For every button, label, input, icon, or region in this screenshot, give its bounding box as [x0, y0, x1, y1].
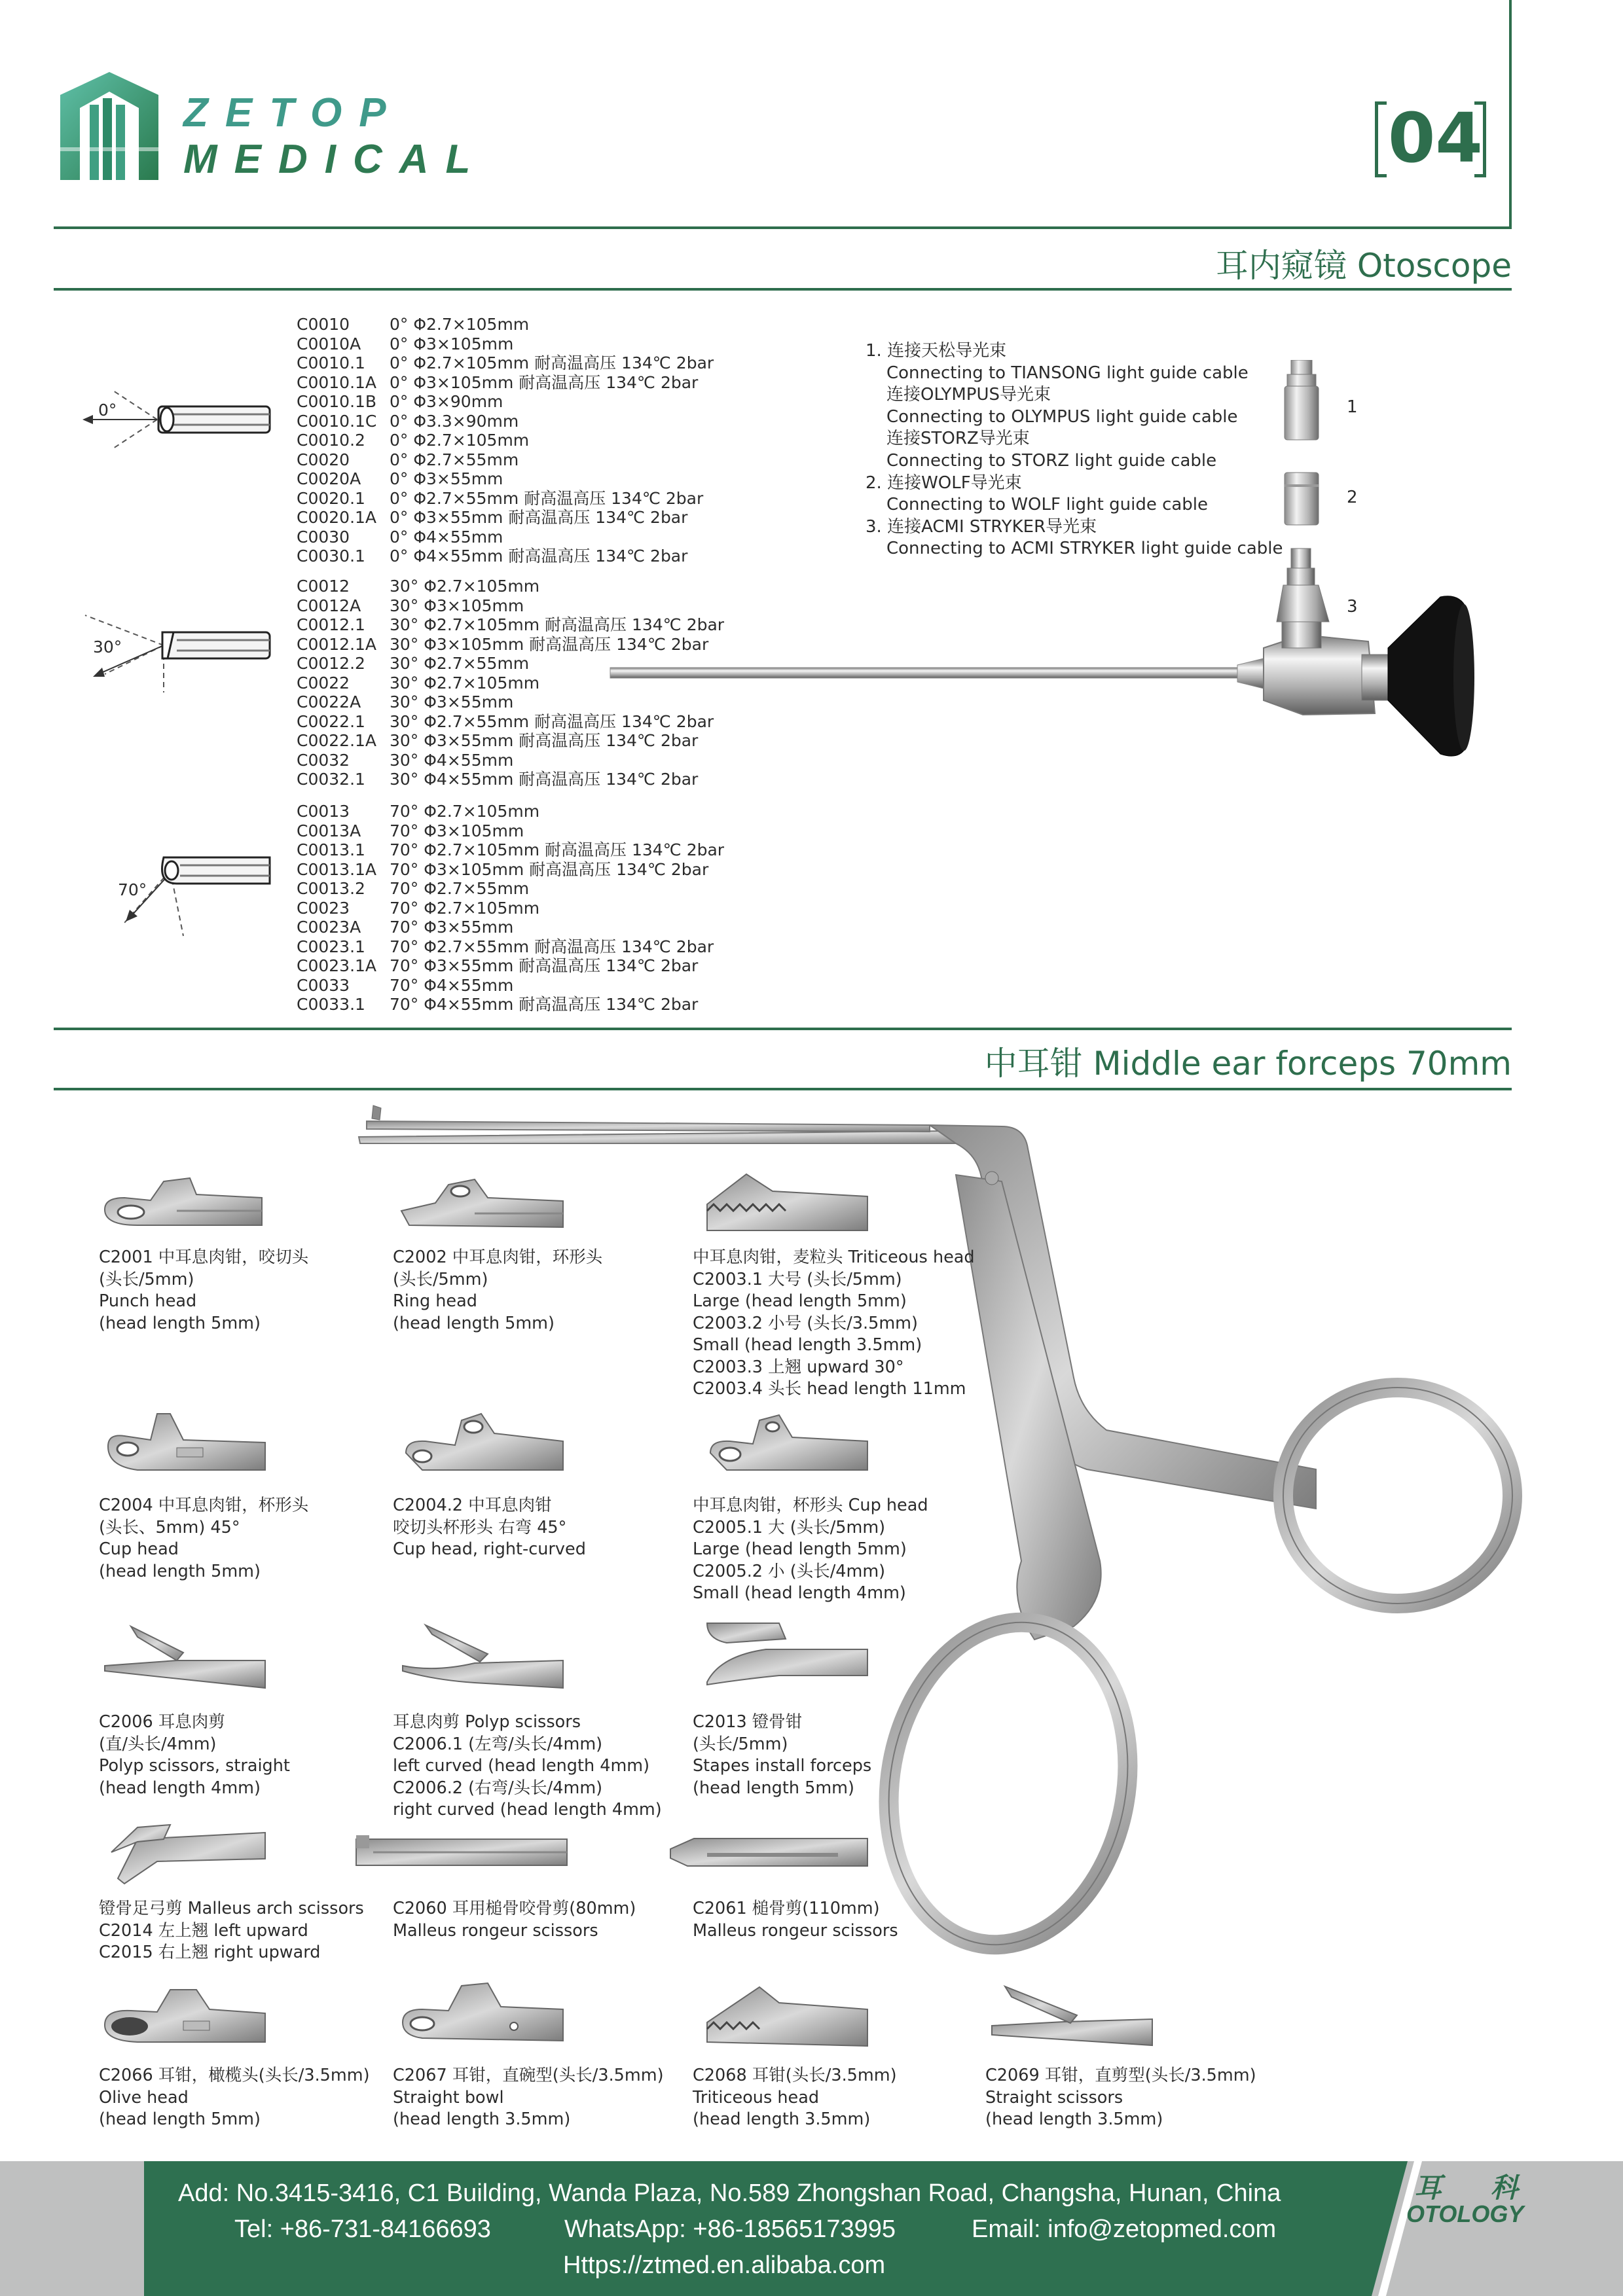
caption-line: Straight scissors [985, 2087, 1123, 2108]
connector-line: Connecting to TIANSONG light guide cable [886, 363, 1249, 383]
otoscope-list-0deg [297, 315, 714, 566]
product-code: C0030 [297, 527, 350, 547]
otoscope-spec-row [297, 489, 714, 509]
product-spec: 0° Φ4×55mm [390, 527, 503, 547]
product-code: C0023.1A [297, 956, 377, 975]
forceps-caption-c2001 [99, 1247, 308, 1335]
product-code: C0023A [297, 918, 361, 937]
connector-line: 2. 连接WOLF导光束 [866, 473, 1022, 493]
product-code: C0033.1 [297, 995, 365, 1014]
tip-polyp-scissors-curved-icon [396, 1620, 566, 1692]
tip-polyp-scissors-straight-icon [98, 1620, 268, 1692]
forceps-caption-c2005 [693, 1495, 928, 1605]
caption-line: Polyp scissors, straight [99, 1756, 290, 1776]
caption-line: C2003.1 大号 (头长/5mm) [693, 1269, 902, 1289]
footer-address: Add: No.3415-3416, C1 Building, Wanda Plaza, No.589 Zhongshan Road, Changsha, Hunan, China [178, 2179, 1281, 2207]
caption-line: (head length 5mm) [693, 1778, 854, 1798]
caption-line: (头长、5mm) 45° [99, 1517, 240, 1537]
otoscope-spec-row [297, 353, 714, 373]
tip-malleus-arch-scissors-icon [98, 1813, 268, 1885]
product-code: C0020.1A [297, 508, 377, 527]
forceps-caption-c2060 [393, 1898, 636, 1942]
caption-line: (head length 3.5mm) [985, 2109, 1163, 2129]
product-code: C0010 [297, 315, 350, 334]
caption-line: Malleus rongeur scissors [693, 1920, 898, 1941]
product-spec: 0° Φ3×105mm 耐高温高压 134℃ 2bar [390, 372, 699, 392]
adapter-number-1: 1 [1347, 397, 1358, 417]
product-spec: 30° Φ2.7×105mm [390, 577, 540, 596]
page-number-box [1375, 98, 1486, 180]
product-code: C0032 [297, 750, 350, 770]
product-spec: 30° Φ4×55mm [390, 750, 514, 770]
adapter-number-3: 3 [1347, 597, 1358, 617]
otoscope-spec-row [297, 976, 724, 996]
caption-line: C2061 槌骨剪(110mm) [693, 1899, 880, 1918]
caption-line: C2013 镫骨钳 [693, 1712, 803, 1732]
product-code: C0023.1 [297, 937, 365, 956]
caption-line: C2006.1 (左弯/头长/4mm) [393, 1734, 603, 1754]
caption-line: 耳息肉剪 Polyp scissors [393, 1712, 581, 1732]
caption-line: (head length 5mm) [393, 1313, 555, 1333]
otology-label-cn: 耳 科 [1414, 2172, 1538, 2204]
product-spec: 30° Φ2.7×105mm 耐高温高压 134℃ 2bar [390, 615, 725, 634]
caption-line: (head length 5mm) [99, 2109, 261, 2129]
product-spec: 30° Φ2.7×55mm 耐高温高压 134℃ 2bar [390, 711, 714, 731]
tip-cup-head-45-icon [98, 1407, 268, 1479]
product-spec: 0° Φ2.7×105mm [390, 431, 530, 450]
otoscope-spec-row [297, 899, 724, 918]
tip-cup-head-right-icon [396, 1407, 566, 1479]
tip-stapes-forceps-icon [701, 1617, 871, 1689]
caption-line: (头长/5mm) [393, 1269, 488, 1289]
tip-punch-head-icon [98, 1165, 268, 1237]
tip-ring-head-icon [396, 1165, 566, 1237]
caption-line: Olive head [99, 2087, 189, 2108]
caption-line: Triticeous head [693, 2087, 820, 2108]
caption-line: C2014 左上翘 left upward [99, 1920, 308, 1941]
forceps-caption-c2066 [99, 2065, 370, 2131]
tip-triticeous-head-icon [701, 1172, 871, 1237]
forceps-caption-c2002 [393, 1247, 602, 1335]
footer-website[interactable]: Https://ztmed.en.alibaba.com [563, 2251, 886, 2279]
product-code: C0013.1A [297, 859, 377, 879]
caption-line: 镫骨足弓剪 Malleus arch scissors [99, 1899, 364, 1918]
product-code: C0010.2 [297, 431, 365, 450]
tip-triticeous-small-icon [701, 1983, 871, 2049]
caption-line: Stapes install forceps [693, 1756, 872, 1776]
caption-line: C2002 中耳息肉钳，环形头 [393, 1247, 603, 1267]
otoscope-list-70deg [297, 802, 724, 1014]
product-code: C0023 [297, 898, 350, 918]
product-spec: 70° Φ4×55mm 耐高温高压 134℃ 2bar [390, 995, 699, 1014]
forceps-caption-c2003 [693, 1247, 975, 1401]
forceps-caption-c2067 [393, 2065, 664, 2131]
product-code: C0013.2 [297, 879, 365, 898]
product-spec: 30° Φ2.7×55mm [390, 654, 530, 673]
otology-label-en: OTOLOGY [1406, 2200, 1524, 2227]
product-spec: 70° Φ2.7×105mm [390, 802, 540, 821]
product-code: C0012.1 [297, 615, 365, 634]
footer-email: Email: info@zetopmed.com [972, 2215, 1277, 2243]
tip-malleus-rongeur-110-icon [668, 1829, 871, 1875]
otoscope-spec-row [297, 450, 714, 470]
forceps-caption-c2068 [693, 2065, 897, 2131]
caption-line: 咬切头杯形头 右弯 45° [393, 1517, 567, 1537]
product-spec: 0° Φ2.7×55mm [390, 450, 519, 469]
caption-line: (头长/5mm) [99, 1269, 194, 1289]
caption-line: C2067 耳钳，直碗型(头长/3.5mm) [393, 2066, 664, 2085]
product-spec: 0° Φ2.7×55mm 耐高温高压 134℃ 2bar [390, 488, 704, 508]
connector-list [866, 340, 1283, 560]
otoscope-spec-row [297, 431, 714, 450]
connector-line: Connecting to WOLF light guide cable [886, 495, 1209, 515]
otoscope-spec-row [297, 918, 724, 937]
caption-line: C2001 中耳息肉钳，咬切头 [99, 1247, 309, 1267]
tip-cup-head-icon [701, 1407, 871, 1479]
product-spec: 0° Φ2.7×105mm 耐高温高压 134℃ 2bar [390, 353, 714, 372]
scope-tip-0-icon [79, 376, 275, 468]
product-spec: 70° Φ3×105mm 耐高温高压 134℃ 2bar [390, 859, 709, 879]
caption-line: C2068 耳钳(头长/3.5mm) [693, 2066, 897, 2085]
product-code: C0010.1B [297, 392, 377, 411]
adapter-number-2: 2 [1347, 488, 1358, 507]
product-code: C0012A [297, 596, 361, 615]
product-spec: 30° Φ3×55mm [390, 692, 514, 711]
caption-line: C2006.2 (右弯/头长/4mm) [393, 1778, 603, 1798]
product-code: C0033 [297, 975, 350, 995]
product-code: C0010.1C [297, 411, 377, 431]
caption-line: right curved (head length 4mm) [393, 1800, 662, 1820]
caption-line: C2006 耳息肉剪 [99, 1712, 225, 1732]
caption-line: Punch head [99, 1291, 197, 1311]
connector-line: 3. 连接ACMI STRYKER导光束 [866, 516, 1097, 537]
product-code: C0022A [297, 692, 361, 711]
otoscope-section-title: 耳内窥镜 Otoscope [1215, 247, 1512, 285]
product-code: C0020 [297, 450, 350, 469]
zetop-logo-icon [54, 69, 165, 180]
otoscope-spec-row [297, 412, 714, 431]
caption-line: C2005.2 小 (头长/4mm) [693, 1561, 886, 1581]
footer-tel: Tel: +86-731-84166693 [234, 2215, 491, 2243]
caption-line: C2003.3 上翘 upward 30° [693, 1357, 904, 1377]
product-code: C0032.1 [297, 770, 365, 789]
otoscope-spec-row [297, 821, 724, 841]
product-code: C0020.1 [297, 488, 365, 508]
header-vertical-rule [1509, 0, 1512, 228]
forceps-caption-c2069 [985, 2065, 1256, 2131]
product-code: C0010.1A [297, 372, 377, 392]
caption-line: (head length 5mm) [99, 1313, 261, 1333]
caption-line: Large (head length 5mm) [693, 1539, 907, 1559]
product-code: C0022.1A [297, 731, 377, 750]
otoscope-spec-row [297, 802, 724, 821]
forceps-caption-c2061 [693, 1898, 898, 1942]
product-spec: 70° Φ3×55mm [390, 918, 514, 937]
footer-whatsapp: WhatsApp: +86-18565173995 [564, 2215, 896, 2243]
otoscope-spec-row [297, 315, 714, 334]
product-spec: 0° Φ3×90mm [390, 392, 503, 411]
product-spec: 70° Φ2.7×105mm 耐高温高压 134℃ 2bar [390, 840, 725, 859]
caption-line: Straight bowl [393, 2087, 504, 2108]
otoscope-spec-row [297, 840, 724, 860]
otoscope-spec-row [297, 937, 724, 957]
forceps-caption-c2013 [693, 1712, 871, 1799]
angle-label-0: 0° [98, 401, 117, 420]
product-spec: 0° Φ3×105mm [390, 334, 514, 353]
product-spec: 0° Φ3.3×90mm [390, 411, 519, 431]
product-spec: 70° Φ3×105mm [390, 821, 524, 840]
product-code: C0012.1A [297, 634, 377, 654]
page-number: 04 [1388, 98, 1483, 178]
product-spec: 30° Φ3×105mm 耐高温高压 134℃ 2bar [390, 634, 709, 654]
caption-line: Cup head [99, 1539, 179, 1559]
tip-malleus-rongeur-80-icon [354, 1833, 570, 1872]
caption-line: C2003.2 小号 (头长/3.5mm) [693, 1313, 918, 1333]
product-spec: 70° Φ4×55mm [390, 975, 514, 995]
product-code: C0030.1 [297, 547, 365, 565]
product-spec: 30° Φ4×55mm 耐高温高压 134℃ 2bar [390, 770, 699, 789]
caption-line: C2066 耳钳，橄榄头(头长/3.5mm) [99, 2066, 370, 2085]
otoscope-spec-row [297, 373, 714, 393]
caption-line: C2004 中耳息肉钳，杯形头 [99, 1496, 309, 1515]
forceps-top-divider [54, 1028, 1512, 1030]
connector-line: 1. 连接天松导光束 [866, 341, 1007, 361]
product-spec: 0° Φ2.7×105mm [390, 315, 530, 334]
product-code: C0022 [297, 673, 350, 692]
otoscope-spec-row [297, 334, 714, 354]
angle-label-70: 70° [118, 880, 147, 899]
product-code: C0010A [297, 334, 361, 353]
otoscope-spec-row [297, 508, 714, 528]
otoscope-spec-row [297, 860, 724, 880]
otoscope-image-icon [609, 543, 1512, 759]
product-spec: 0° Φ4×55mm 耐高温高压 134℃ 2bar [390, 547, 688, 565]
product-code: C0013 [297, 802, 350, 821]
product-code: C0022.1 [297, 711, 365, 731]
caption-line: 中耳息肉钳，麦粒头 Triticeous head [693, 1247, 975, 1267]
product-code: C0010.1 [297, 353, 365, 372]
otoscope-divider [54, 288, 1512, 291]
product-spec: 70° Φ2.7×55mm 耐高温高压 134℃ 2bar [390, 937, 714, 956]
product-code: C0020A [297, 469, 361, 488]
caption-line: (head length 5mm) [99, 1561, 261, 1581]
caption-line: Malleus rongeur scissors [393, 1920, 598, 1941]
angle-label-30: 30° [93, 637, 122, 656]
forceps-caption-c2006-1 [393, 1712, 662, 1821]
otoscope-spec-row [297, 995, 724, 1014]
otoscope-spec-row [297, 392, 714, 412]
product-spec: 30° Φ3×55mm 耐高温高压 134℃ 2bar [390, 731, 699, 750]
tip-straight-bowl-icon [396, 1970, 566, 2049]
adapter-2-icon [1283, 471, 1320, 526]
caption-line: (直/头长/4mm) [99, 1734, 217, 1754]
otoscope-spec-row [297, 469, 714, 489]
caption-line: Large (head length 5mm) [693, 1291, 907, 1311]
otoscope-spec-row [297, 879, 724, 899]
otoscope-spec-row [297, 956, 724, 976]
product-spec: 30° Φ3×105mm [390, 596, 524, 615]
connector-line: Connecting to OLYMPUS light guide cable [886, 406, 1238, 427]
caption-line: C2004.2 中耳息肉钳 [393, 1496, 552, 1515]
caption-line: Cup head, right-curved [393, 1539, 586, 1559]
adapter-1-icon [1282, 360, 1321, 442]
otoscope-spec-row [297, 770, 724, 789]
product-spec: 30° Φ2.7×105mm [390, 673, 540, 692]
connector-line: 连接STORZ导光束 [886, 429, 1030, 449]
product-spec: 70° Φ2.7×55mm [390, 879, 530, 898]
caption-line: left curved (head length 4mm) [393, 1756, 650, 1776]
caption-line: C2015 右上翘 right upward [99, 1943, 321, 1962]
caption-line: C2060 耳用槌骨咬骨剪(80mm) [393, 1899, 636, 1918]
caption-line: 中耳息肉钳，杯形头 Cup head [693, 1496, 928, 1515]
logo-text-medical: MEDICAL [183, 137, 488, 182]
caption-line: C2003.4 头长 head length 11mm [693, 1379, 966, 1399]
connector-line: 连接OLYMPUS导光束 [886, 385, 1051, 405]
caption-line: (head length 3.5mm) [393, 2109, 571, 2129]
product-code: C0013.1 [297, 840, 365, 859]
forceps-caption-c2004 [99, 1495, 308, 1583]
product-spec: 70° Φ2.7×105mm [390, 898, 540, 918]
header-divider [54, 226, 1512, 229]
forceps-caption-c2006 [99, 1712, 290, 1799]
product-spec: 70° Φ3×55mm 耐高温高压 134℃ 2bar [390, 956, 699, 975]
product-code: C0012.2 [297, 654, 365, 673]
forceps-section-title: 中耳钳 Middle ear forceps 70mm [984, 1045, 1512, 1083]
connector-line: Connecting to ACMI STRYKER light guide cable [886, 539, 1283, 559]
product-spec: 0° Φ3×55mm 耐高温高压 134℃ 2bar [390, 508, 688, 527]
tip-straight-scissors-icon [985, 1980, 1156, 2052]
product-code: C0013A [297, 821, 361, 840]
caption-line: Small (head length 4mm) [693, 1583, 906, 1603]
caption-line: (head length 4mm) [99, 1778, 261, 1798]
forceps-divider [54, 1088, 1512, 1090]
product-code: C0012 [297, 577, 350, 596]
connector-line: Connecting to STORZ light guide cable [886, 450, 1217, 471]
product-spec: 0° Φ3×55mm [390, 469, 503, 488]
caption-line: Small (head length 3.5mm) [693, 1335, 922, 1355]
tip-olive-head-icon [98, 1970, 268, 2049]
caption-line: (头长/5mm) [693, 1734, 788, 1754]
caption-line: Ring head [393, 1291, 477, 1311]
forceps-caption-c2004-2 [393, 1495, 586, 1561]
caption-line: C2069 耳钳，直剪型(头长/3.5mm) [985, 2066, 1256, 2085]
caption-line: C2005.1 大 (头长/5mm) [693, 1517, 886, 1537]
forceps-caption-c2014 [99, 1898, 364, 1964]
logo-text-zetop: ZETOP [183, 90, 403, 135]
caption-line: (head length 3.5mm) [693, 2109, 871, 2129]
